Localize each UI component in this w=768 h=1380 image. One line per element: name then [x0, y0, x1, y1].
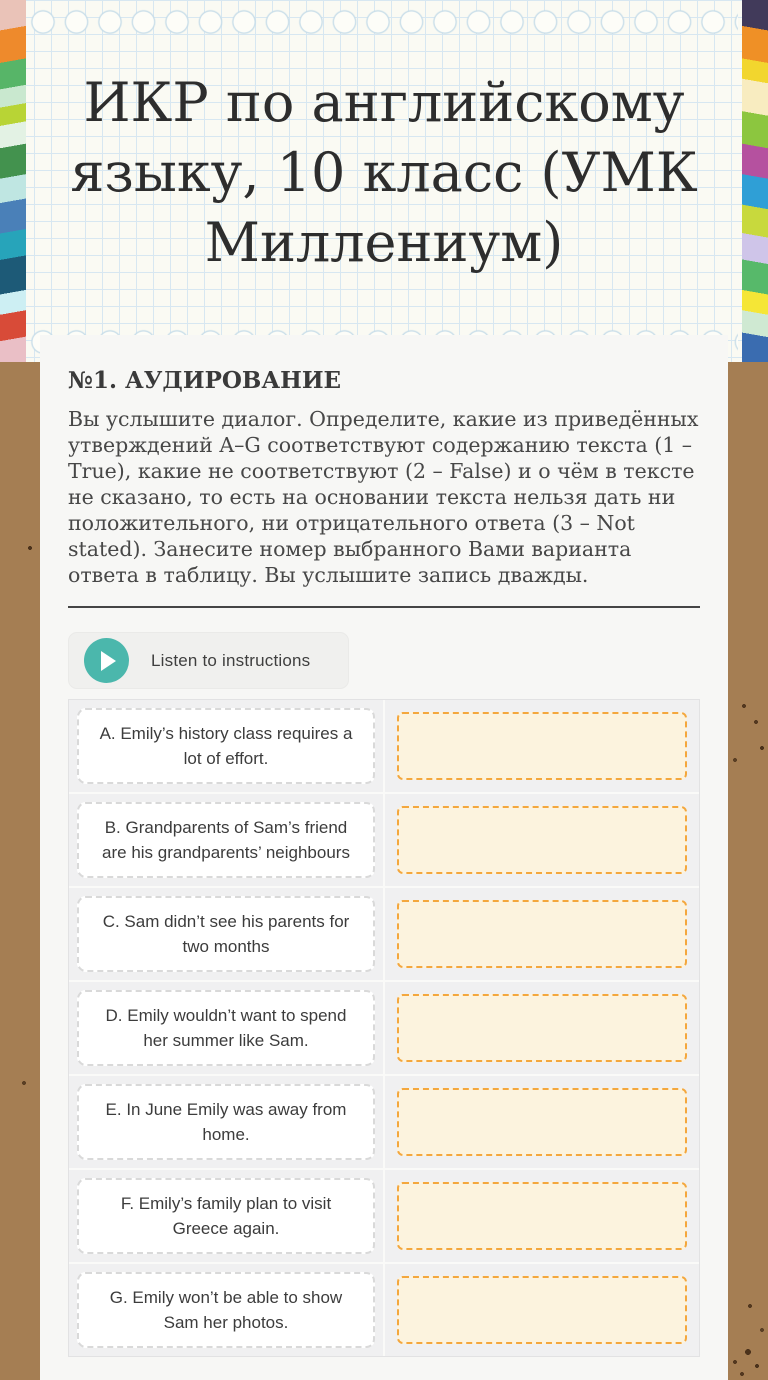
answer-cell — [385, 1170, 699, 1262]
statement-card[interactable]: E. In June Emily was away from home. — [77, 1084, 375, 1160]
answer-dropzone[interactable] — [397, 1182, 687, 1250]
statement-cell — [69, 700, 383, 792]
washi-stripe-right — [742, 0, 768, 362]
divider — [68, 606, 700, 608]
worksheet-card — [40, 335, 728, 1380]
statement-cell — [69, 1170, 383, 1262]
answer-dropzone[interactable] — [397, 1088, 687, 1156]
play-icon[interactable] — [84, 638, 129, 683]
statement-cell — [69, 794, 383, 886]
statement-card[interactable]: B. Grandparents of Sam’s friend are his grandparents’ neighbours — [77, 802, 375, 878]
page-title: ИКР по английскому языку, 10 класс (УМК Миллениум) — [70, 71, 698, 275]
statement-card[interactable]: C. Sam didn’t see his parents for two months — [77, 896, 375, 972]
answer-cell — [385, 1264, 699, 1356]
statement-cell — [69, 1264, 383, 1356]
statement-card[interactable]: D. Emily wouldn’t want to spend her summer like Sam. — [77, 990, 375, 1066]
answer-cell — [385, 700, 699, 792]
statement-card[interactable]: F. Emily’s family plan to visit Greece again. — [77, 1178, 375, 1254]
answer-dropzone[interactable] — [397, 712, 687, 780]
answer-cell — [385, 794, 699, 886]
audio-button-label: Listen to instructions — [151, 650, 311, 670]
statement-cell — [69, 888, 383, 980]
answer-dropzone[interactable] — [397, 806, 687, 874]
washi-stripe-left — [0, 0, 26, 362]
statement-card[interactable]: A. Emily’s history class requires a lot of effort. — [77, 708, 375, 784]
task-instructions: Вы услышите диалог. Определите, какие из приведённых утверждений A–G соответствуют содержанию текста (1 – True), какие не соответствуют (2 – False) и о чём в тексте не сказано, то есть на основании текста нельзя дать ни положительного, ни отрицательного ответа (3 – Not stated). Занесите номер выбранного Вами варианта ответа в таблицу. Вы услышите запись дважды. — [68, 407, 699, 587]
statement-cell — [69, 982, 383, 1074]
statement-card[interactable]: G. Emily won’t be able to show Sam her photos. — [77, 1272, 375, 1348]
listen-instructions-button[interactable] — [68, 632, 349, 689]
statement-cell — [69, 1076, 383, 1168]
matching-table — [68, 699, 700, 1357]
section-heading: №1. АУДИРОВАНИЕ — [68, 367, 342, 394]
worksheet-header — [0, 0, 768, 362]
answer-dropzone[interactable] — [397, 994, 687, 1062]
answer-dropzone[interactable] — [397, 1276, 687, 1344]
answer-dropzone[interactable] — [397, 900, 687, 968]
answer-cell — [385, 982, 699, 1074]
answer-cell — [385, 1076, 699, 1168]
notebook-holes-top — [30, 9, 738, 35]
answer-cell — [385, 888, 699, 980]
